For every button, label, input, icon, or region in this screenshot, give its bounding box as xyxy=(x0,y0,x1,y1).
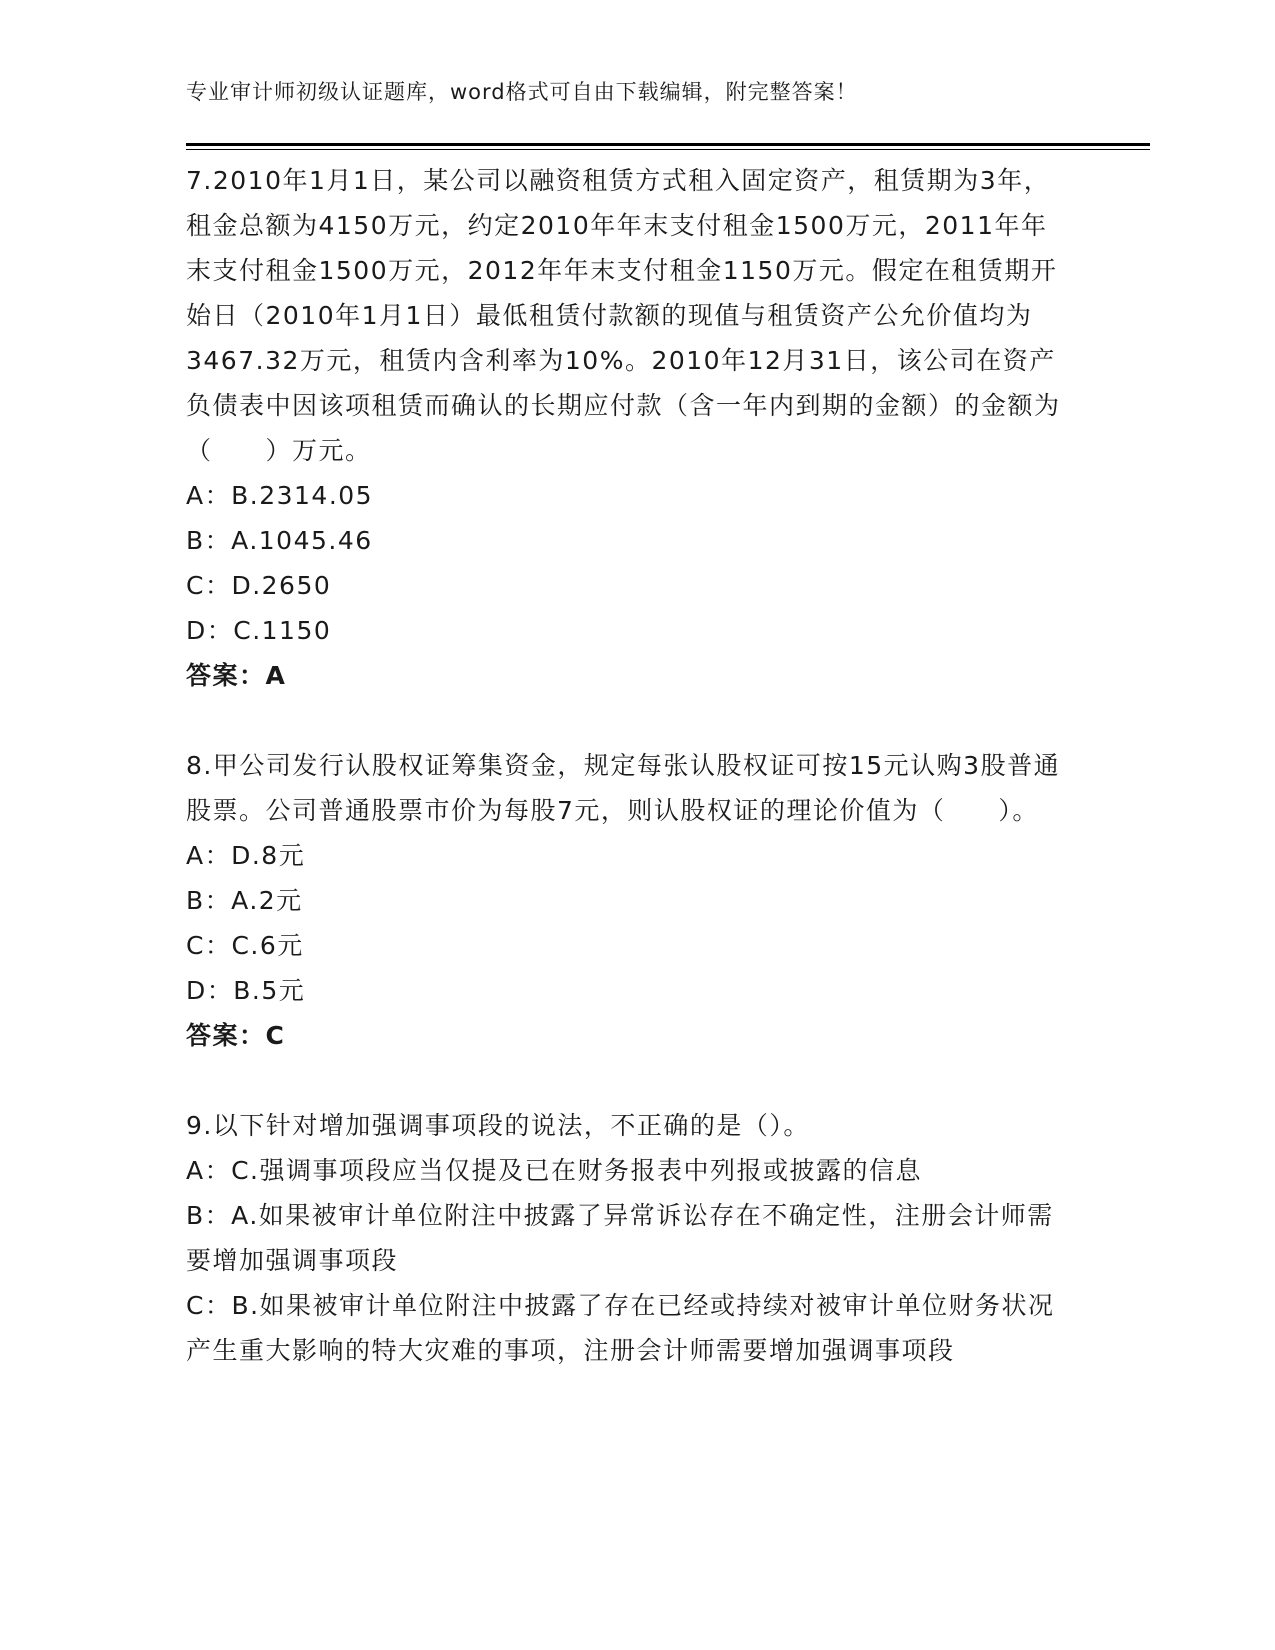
question-gap xyxy=(186,698,1066,743)
answer-label: 答案：C xyxy=(186,1021,286,1050)
answer-label: 答案：A xyxy=(186,661,287,690)
question-list xyxy=(186,158,1066,1373)
question-8 xyxy=(186,743,1066,1058)
option-a: A：D.8元 xyxy=(186,841,306,870)
option-b: B：A.1045.46 xyxy=(186,526,373,555)
option-a: A：C.强调事项段应当仅提及已在财务报表中列报或披露的信息 xyxy=(186,1156,923,1185)
question-7 xyxy=(186,158,1066,698)
header-rule-thin xyxy=(186,149,1150,150)
page-header: 专业审计师初级认证题库，word格式可自由下载编辑，附完整答案！ xyxy=(186,80,858,104)
option-a: A：B.2314.05 xyxy=(186,481,374,510)
question-text: 9.以下针对增加强调事项段的说法，不正确的是（）。 xyxy=(186,1111,810,1140)
option-b: B：A.2元 xyxy=(186,886,303,915)
option-d: D：C.1150 xyxy=(186,616,332,645)
question-text: 7.2010年1月1日，某公司以融资租赁方式租入固定资产，租赁期为3年，租金总额为4150万元，约定2010年年末支付租金1500万元，2011年年末支付租金1500万元，2012年年末支付租金1150万元。假定在租赁期开始日（2010年1月1日）最低租赁付款额的现值与租赁资产公允价值均为3467.32万元，租赁内含利率为10%。2010年12月31日，该公司在资产负债表中因该项租赁而确认的长期应付款（含一年内到期的金额）的金额为（ ）万元。 xyxy=(186,166,1061,465)
option-c: C：C.6元 xyxy=(186,931,304,960)
option-c: C：D.2650 xyxy=(186,571,332,600)
question-gap xyxy=(186,1058,1066,1103)
option-b: B：A.如果被审计单位附注中披露了异常诉讼存在不确定性，注册会计师需要增加强调事项段 xyxy=(186,1201,1054,1275)
question-text: 8.甲公司发行认股权证筹集资金，规定每张认股权证可按15元认购3股普通股票。公司普通股票市价为每股7元，则认股权证的理论价值为（ ）。 xyxy=(186,751,1061,825)
option-d: D：B.5元 xyxy=(186,976,306,1005)
option-c: C：B.如果被审计单位附注中披露了存在已经或持续对被审计单位财务状况产生重大影响的特大灾难的事项，注册会计师需要增加强调事项段 xyxy=(186,1291,1055,1365)
header-rule-thick xyxy=(186,143,1150,146)
question-9 xyxy=(186,1103,1066,1373)
